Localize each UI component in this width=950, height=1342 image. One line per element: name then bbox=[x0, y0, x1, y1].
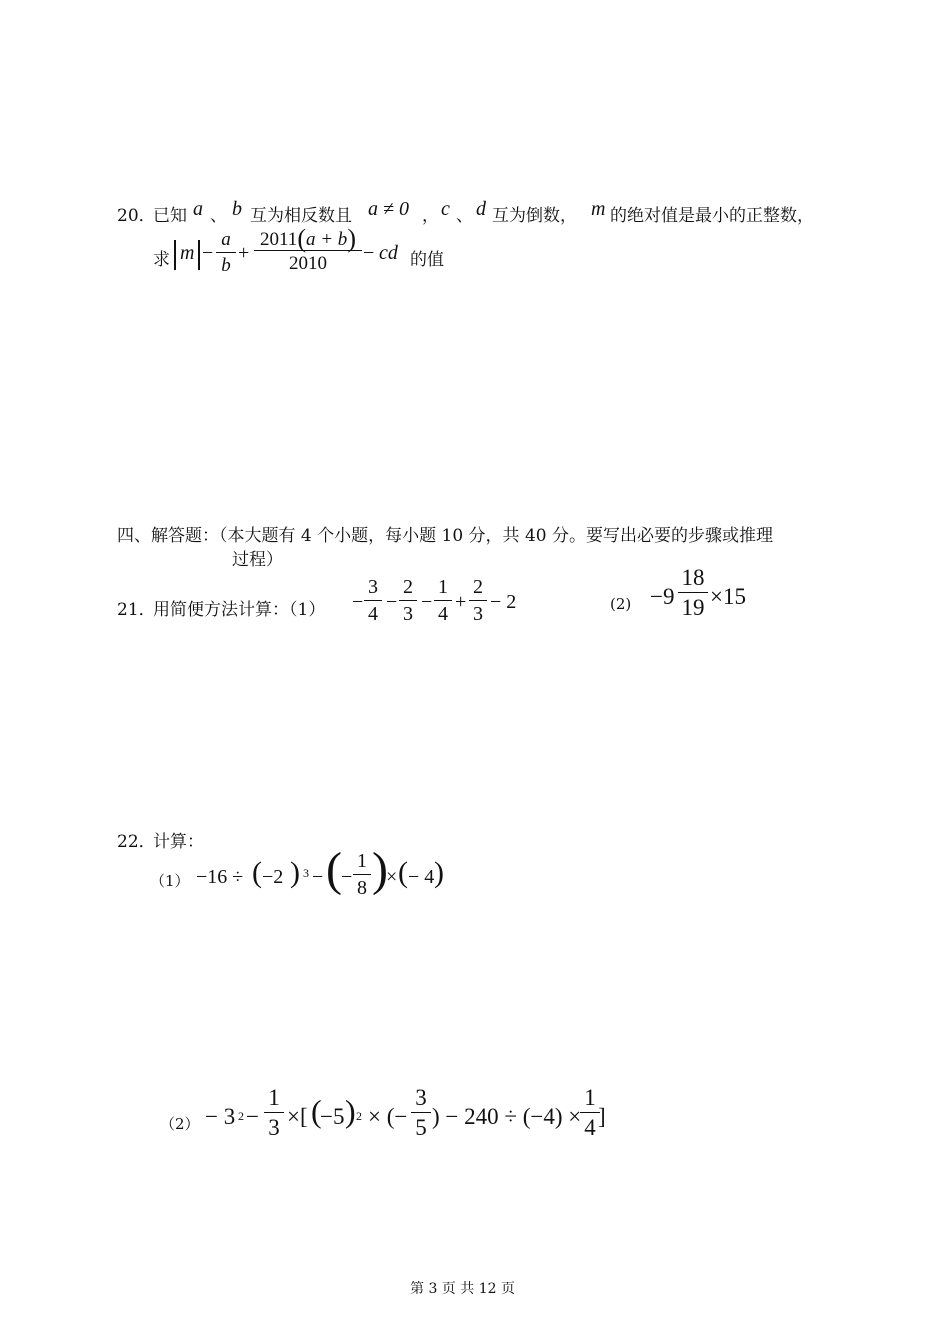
var-d: d bbox=[476, 198, 486, 220]
mixed-number-whole: −9 bbox=[650, 584, 675, 609]
fraction-1-3 bbox=[264, 1086, 284, 1139]
minus-sign: − bbox=[246, 1104, 259, 1129]
numerator: 1 bbox=[584, 1085, 596, 1110]
numerator: 1 bbox=[438, 576, 448, 598]
plus-sign: + bbox=[455, 591, 467, 613]
fraction-1-4 bbox=[434, 577, 452, 624]
part-2-label: （2） bbox=[160, 1115, 200, 1133]
paren-right: ) bbox=[434, 856, 444, 889]
q20-text: 互为相反数且 bbox=[250, 206, 352, 226]
denominator: 4 bbox=[368, 603, 378, 625]
expr-text: − 3 bbox=[205, 1104, 236, 1129]
expr-text: −16 ÷ bbox=[196, 866, 244, 888]
var-b: b bbox=[232, 198, 242, 220]
minus-sign: − bbox=[341, 866, 353, 888]
fraction-bar bbox=[353, 874, 371, 875]
q20-text: 的绝对值是最小的正整数， bbox=[610, 206, 814, 226]
page-footer: 第 3 页 共 12 页 bbox=[410, 1281, 515, 1297]
fraction-3-4 bbox=[364, 577, 382, 624]
expr-text: × (− bbox=[368, 1104, 408, 1129]
fraction-bar bbox=[364, 600, 382, 601]
denominator: 5 bbox=[415, 1115, 427, 1140]
numerator: 18 bbox=[681, 565, 705, 590]
var-a: a bbox=[193, 198, 203, 220]
fraction-1-4 bbox=[580, 1086, 600, 1139]
expr-text: −2 bbox=[262, 866, 284, 888]
a-plus-b: a + b bbox=[305, 229, 348, 250]
paren-right: ) bbox=[372, 843, 388, 896]
var-m: m bbox=[180, 242, 195, 264]
section-heading: 四、解答题：（本大题有 4 个小题，每小题 10 分，共 40 分。要写出必要的步骤或推理 bbox=[117, 526, 774, 546]
fraction-bar bbox=[580, 1112, 600, 1113]
minus-sign: − bbox=[202, 242, 214, 264]
q20-text: 已知 bbox=[153, 206, 187, 226]
var-c: c bbox=[441, 198, 450, 220]
times-15: ×15 bbox=[710, 584, 746, 609]
paren-left: ( bbox=[252, 856, 262, 889]
q20-text: 、 bbox=[210, 206, 227, 226]
numerator: 3 bbox=[368, 576, 378, 598]
numerator: 3 bbox=[415, 1085, 427, 1110]
denominator: 4 bbox=[438, 603, 448, 625]
plus-sign: + bbox=[238, 242, 250, 264]
times-sign: × bbox=[386, 866, 398, 888]
numerator: 2 bbox=[403, 576, 413, 598]
denominator: 2010 bbox=[289, 253, 327, 274]
var-cd: cd bbox=[379, 242, 398, 264]
minus-sign: − bbox=[421, 591, 433, 613]
fraction-a-over-b bbox=[216, 230, 236, 275]
abs-bar-right bbox=[198, 240, 200, 270]
fraction-2-3 bbox=[469, 577, 487, 624]
fraction-2-3 bbox=[399, 577, 417, 624]
denominator: 8 bbox=[357, 877, 367, 899]
numerator: a bbox=[221, 229, 231, 250]
fraction-bar bbox=[411, 1112, 431, 1113]
exponent: 3 bbox=[303, 866, 309, 880]
q20-text: 互为倒数， bbox=[492, 206, 577, 226]
numerator: 1 bbox=[357, 850, 367, 872]
numerator: 2011 bbox=[260, 229, 298, 250]
minus-sign: − bbox=[363, 242, 375, 264]
paren-left: ( bbox=[398, 856, 408, 889]
denominator: 4 bbox=[584, 1115, 596, 1140]
denominator: 3 bbox=[268, 1115, 280, 1140]
q22-label: 计算： bbox=[153, 832, 204, 852]
numerator: 2 bbox=[473, 576, 483, 598]
denominator: 19 bbox=[681, 595, 705, 620]
part-2-label: (2) bbox=[610, 595, 632, 613]
question-number: 22． bbox=[117, 832, 156, 852]
fraction-1-8 bbox=[353, 851, 371, 898]
part-1-label: （1） bbox=[150, 872, 190, 890]
fraction-bar bbox=[469, 600, 487, 601]
q20-text: ， bbox=[422, 206, 439, 226]
fraction-bar bbox=[216, 252, 236, 253]
q20-tail: 的值 bbox=[410, 250, 444, 270]
var-m: m bbox=[591, 198, 606, 220]
numerator: 1 bbox=[268, 1085, 280, 1110]
q21-label: 用简便方法计算：（1） bbox=[153, 600, 326, 620]
expr-text: −5 bbox=[320, 1104, 345, 1129]
fraction-3-5 bbox=[411, 1086, 431, 1139]
denominator: 3 bbox=[403, 603, 413, 625]
section-heading-cont: 过程） bbox=[232, 550, 283, 570]
fraction-18-19 bbox=[678, 566, 708, 619]
paren-right: ) bbox=[345, 1093, 356, 1129]
fraction-bar bbox=[678, 592, 708, 593]
minus-two: − 2 bbox=[490, 591, 517, 613]
exponent: 2 bbox=[356, 1109, 362, 1123]
fraction-2011-over-2010: 2011(a + b) 2010 bbox=[254, 224, 362, 273]
bracket-close: ] bbox=[598, 1104, 606, 1129]
condition-a-neq-0: a ≠ 0 bbox=[368, 198, 409, 220]
fraction-bar bbox=[434, 600, 452, 601]
minus-sign: − bbox=[312, 866, 324, 888]
question-number: 21． bbox=[117, 600, 156, 620]
question-number: 20． bbox=[117, 206, 156, 226]
paren-right: ) bbox=[290, 856, 300, 889]
expr-text: ) − 240 ÷ (−4) × bbox=[432, 1104, 582, 1129]
q20-qiu: 求 bbox=[153, 250, 170, 270]
times-bracket: ×[ bbox=[287, 1104, 308, 1129]
denominator: b bbox=[221, 255, 231, 276]
fraction-bar bbox=[254, 250, 362, 251]
paren-left: ( bbox=[326, 843, 342, 896]
expr-text: − 4 bbox=[408, 866, 435, 888]
minus-sign: − bbox=[386, 591, 398, 613]
exponent: 2 bbox=[238, 1109, 244, 1123]
minus-sign: − bbox=[352, 591, 364, 613]
paren-left: ( bbox=[311, 1093, 322, 1129]
abs-bar-left bbox=[174, 240, 176, 270]
fraction-bar bbox=[399, 600, 417, 601]
denominator: 3 bbox=[473, 603, 483, 625]
fraction-bar bbox=[264, 1112, 284, 1113]
q20-text: 、 bbox=[456, 206, 473, 226]
